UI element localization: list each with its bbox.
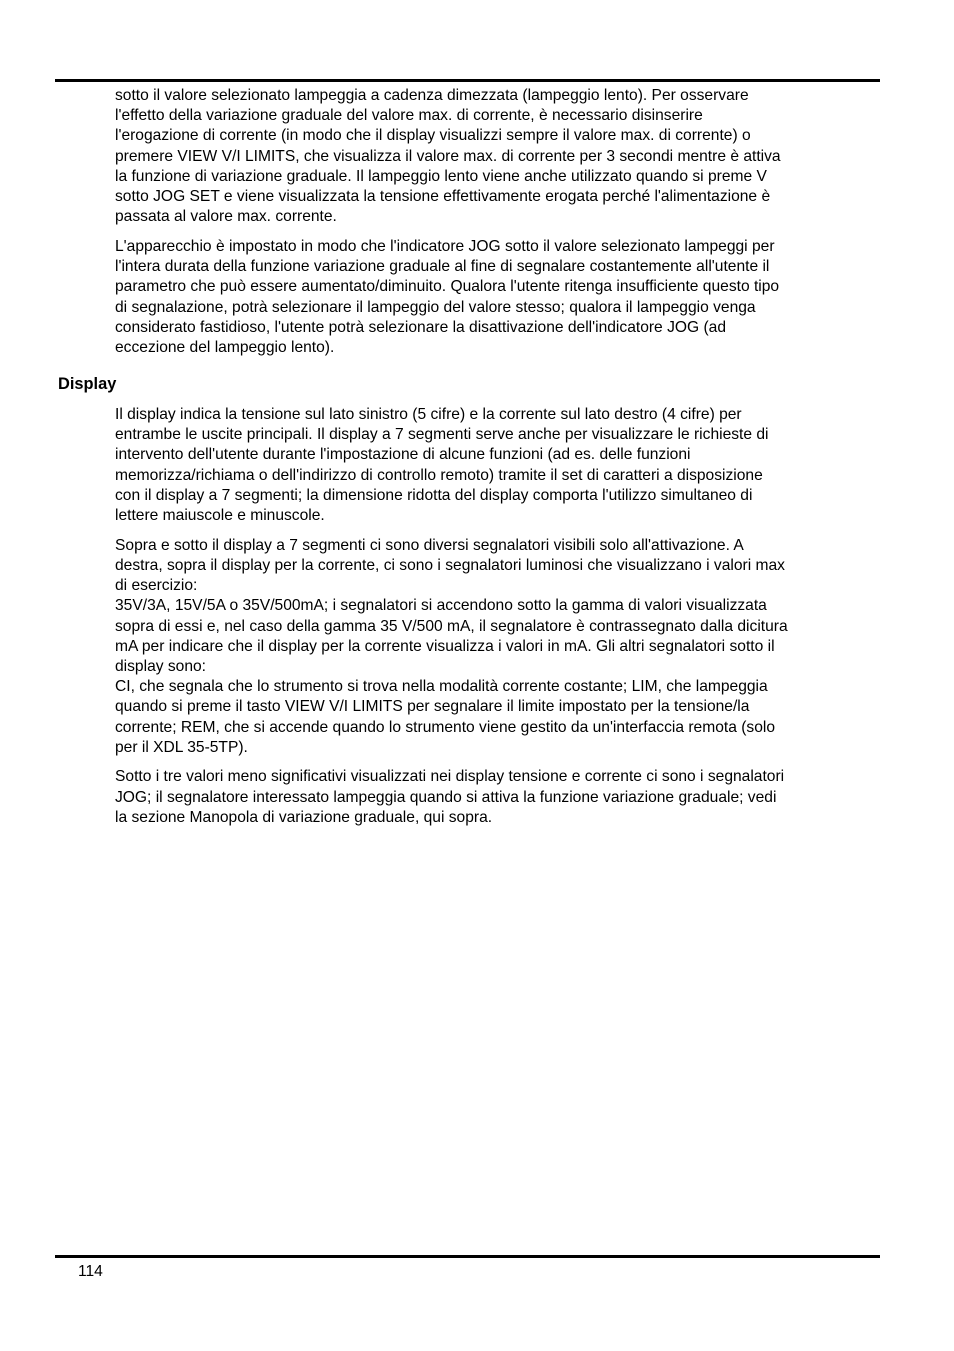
text-line: con il display a 7 segmenti; la dimensione ridotta del display comporta l'utilizzo simultaneo di — [115, 486, 753, 504]
paragraph — [115, 767, 880, 828]
text-line: l'effetto della variazione graduale del valore max. di corrente, è necessario disinserire — [115, 107, 703, 125]
text-line: l'erogazione di corrente (in modo che il display visualizzi sempre il valore max. di corrente) o — [115, 127, 751, 145]
text-line: Sotto i tre valori meno significativi visualizzati nei display tensione e corrente ci sono i segnalatori — [115, 768, 785, 786]
text-line: sopra di essi e, nel caso della gamma 35 V/500 mA, il segnalatore è contrassegnato dalla dicitura — [115, 617, 788, 635]
page-number: 114 — [78, 1263, 103, 1280]
text-line: sotto JOG SET e viene visualizzata la tensione effettivamente erogata perché l'alimentazione è — [115, 188, 771, 206]
text-line: mA per indicare che il display per la corrente visualizza i valori in mA. Gli altri segnalatori sotto il — [115, 637, 775, 655]
paragraph — [115, 536, 880, 758]
text-line: entrambe le uscite principali. Il display a 7 segmenti serve anche per visualizzare le richieste di — [115, 426, 769, 444]
text-line: sotto il valore selezionato lampeggia a cadenza dimezzata (lampeggio lento). Per osservare — [115, 87, 749, 104]
text-line: 35V/3A, 15V/5A o 35V/500mA; i segnalatori si accendono sotto la gamma di valori visualizzata — [115, 597, 767, 615]
text-line: JOG; il segnalatore interessato lampeggia quando si attiva la funzione variazione graduale; vedi — [115, 788, 777, 806]
text-line: l'intera durata della funzione variazione graduale al fine di segnalare costantemente all'utente il — [115, 258, 770, 276]
text-line: eccezione del lampeggio lento). — [115, 338, 335, 356]
text-line: CI, che segnala che lo strumento si trova nella modalità corrente costante; LIM, che lampeggia — [115, 678, 768, 696]
text-line: destra, sopra il display per la corrente, ci sono i segnalatori luminosi che visualizzano i valori max — [115, 556, 785, 574]
text-line: corrente; REM, che si accende quando lo strumento viene gestito da un'interfaccia remota (solo — [115, 718, 776, 736]
text-line: parametro che può essere aumentato/diminuito. Qualora l'utente ritenga insufficiente questo tipo — [115, 278, 780, 296]
text-line: la funzione di variazione graduale. Il lampeggio lento viene anche utilizzato quando si preme V — [115, 167, 767, 185]
footer-rule — [55, 1255, 880, 1258]
text-line: passata al valore max. corrente. — [115, 208, 337, 226]
text-line: lettere maiuscole e minuscole. — [115, 507, 325, 525]
text-line: considerato fastidioso, l'utente potrà selezionare la disattivazione dell'indicatore JOG (ad — [115, 318, 726, 336]
text-line: di segnalazione, potrà selezionare il lampeggio del valore stesso; qualora il lampeggio venga — [115, 298, 756, 316]
text-line: la sezione Manopola di variazione graduale, qui sopra. — [115, 808, 493, 826]
text-line: premere VIEW V/I LIMITS, che visualizza il valore max. di corrente per 3 secondi mentre è attiva — [115, 147, 781, 165]
display-section-heading: Display — [58, 375, 117, 393]
text-line: intervento dell'utente durante l'impostazione di alcune funzioni (ad es. delle funzioni — [115, 446, 691, 464]
paragraph — [115, 237, 880, 358]
display-text-block — [115, 405, 880, 838]
text-line: per il XDL 35-5TP). — [115, 738, 248, 756]
text-line: Sopra e sotto il display a 7 segmenti ci sono diversi segnalatori visibili solo all'attivazione. A — [115, 536, 744, 554]
text-line: L'apparecchio è impostato in modo che l'indicatore JOG sotto il valore selezionato lampeggi per — [115, 237, 775, 255]
text-line: display sono: — [115, 657, 207, 675]
text-line: di esercizio: — [115, 577, 198, 595]
text-line: memorizza/richiama o dell'indirizzo di controllo remoto) tramite il set di caratteri a disposizione — [115, 466, 763, 484]
paragraph — [115, 86, 880, 227]
header-rule — [55, 79, 880, 82]
text-line: Il display indica la tensione sul lato sinistro (5 cifre) e la corrente sul lato destro (4 cifre) per — [115, 406, 742, 423]
text-line: quando si preme il tasto VIEW V/I LIMITS per segnalare il limite impostato per la tensione/la — [115, 698, 750, 716]
intro-text-block — [115, 86, 880, 368]
paragraph — [115, 405, 880, 526]
